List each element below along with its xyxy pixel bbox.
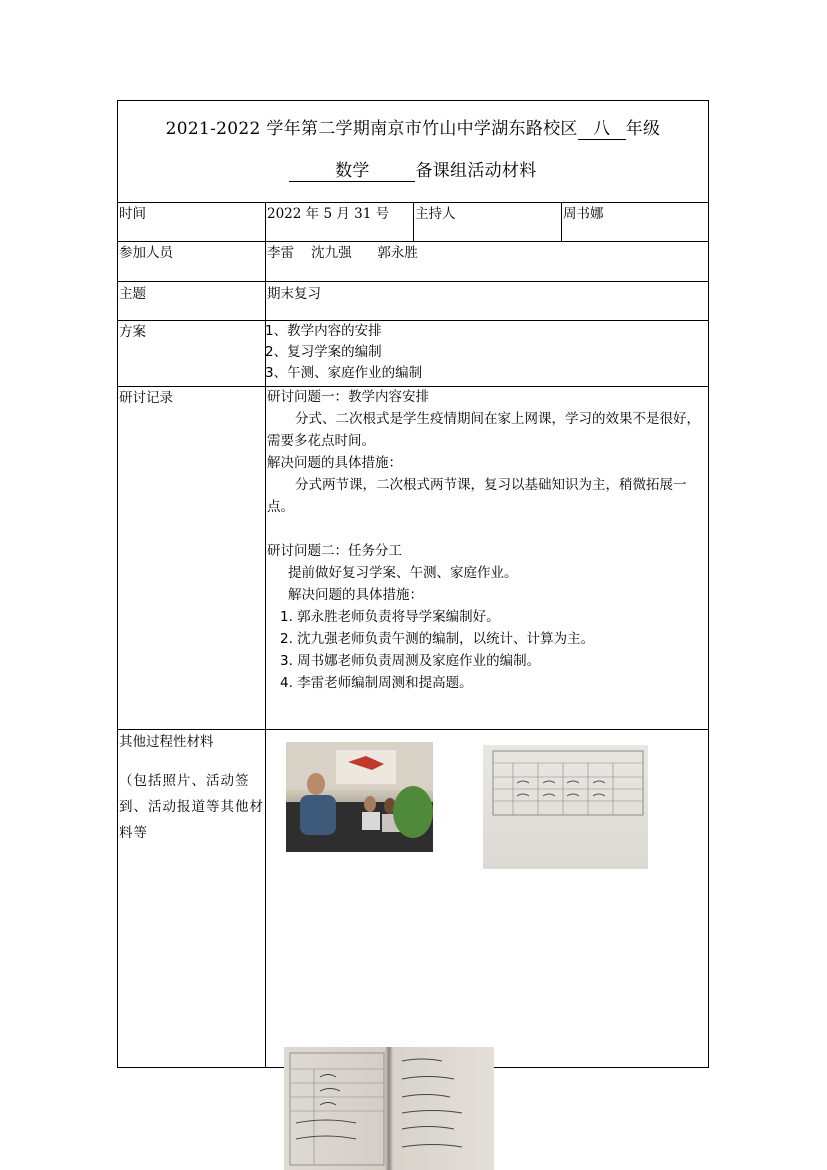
subject-value: 数学 xyxy=(289,161,415,182)
title-prefix: 2021-2022 学年第二学期南京市竹山中学湖东路校区 xyxy=(165,119,578,139)
q2-item: 4. 李雷老师编制周测和提高题。 xyxy=(280,675,473,691)
host-value: 周书娜 xyxy=(563,206,604,222)
host-label: 主持人 xyxy=(415,206,456,222)
q1-title: 研讨问题一：教学内容安排 xyxy=(267,389,429,405)
q2-title: 研讨问题二：任务分工 xyxy=(267,543,402,559)
q2-item: 1. 郭永胜老师负责将导学案编制好。 xyxy=(280,609,500,625)
column-divider xyxy=(413,202,414,241)
q1-text: 分式、二次根式是学生疫情期间在家上网课，学习的效果不是很好，需要多花点时间。 xyxy=(267,411,700,449)
participants-label: 参加人员 xyxy=(119,245,173,261)
plan-label: 方案 xyxy=(119,324,146,340)
form-title-line2 xyxy=(117,156,709,182)
column-divider xyxy=(561,202,562,241)
q2-text: 提前做好复习学案、午测、家庭作业。 xyxy=(288,565,518,581)
materials-label: 其他过程性材料 xyxy=(119,734,214,750)
meeting-photo xyxy=(286,742,433,852)
row-divider xyxy=(117,729,709,730)
plan-item: 3、午测、家庭作业的编制 xyxy=(265,365,423,381)
title-line2-suffix: 备课组活动材料 xyxy=(415,161,537,181)
time-label: 时间 xyxy=(119,206,146,222)
signin-sheet-photo xyxy=(483,745,648,869)
plan-item: 1、教学内容的安排 xyxy=(265,323,382,339)
q1-measure-title: 解决问题的具体措施： xyxy=(267,455,402,471)
grade-value: 八 xyxy=(578,119,626,140)
row-divider xyxy=(117,281,709,282)
q2-item: 2. 沈九强老师负责午测的编制，以统计、计算为主。 xyxy=(280,631,595,647)
plan-item: 2、复习学案的编制 xyxy=(265,344,382,360)
q2-measure-title: 解决问题的具体措施： xyxy=(288,587,423,603)
form-title-line1 xyxy=(117,114,709,140)
materials-note: （包括照片、活动签到、活动报道等其他材料等 xyxy=(119,773,264,841)
row-divider xyxy=(117,241,709,242)
topic-value: 期末复习 xyxy=(267,286,321,302)
notebook-photo xyxy=(284,1047,494,1170)
discussion-label: 研讨记录 xyxy=(119,390,173,406)
title-grade-suffix: 年级 xyxy=(625,119,661,139)
plan-list xyxy=(265,321,422,384)
discussion-content xyxy=(267,386,708,694)
topic-label: 主题 xyxy=(119,286,146,302)
q1-measure: 分式两节课，二次根式两节课，复习以基础知识为主，稍微拓展一点。 xyxy=(267,477,687,515)
q2-item: 3. 周书娜老师负责周测及家庭作业的编制。 xyxy=(280,653,541,669)
participants-value: 李雷 沈九强 郭永胜 xyxy=(267,245,418,261)
time-value: 2022 年 5 月 31 号 xyxy=(267,206,390,222)
